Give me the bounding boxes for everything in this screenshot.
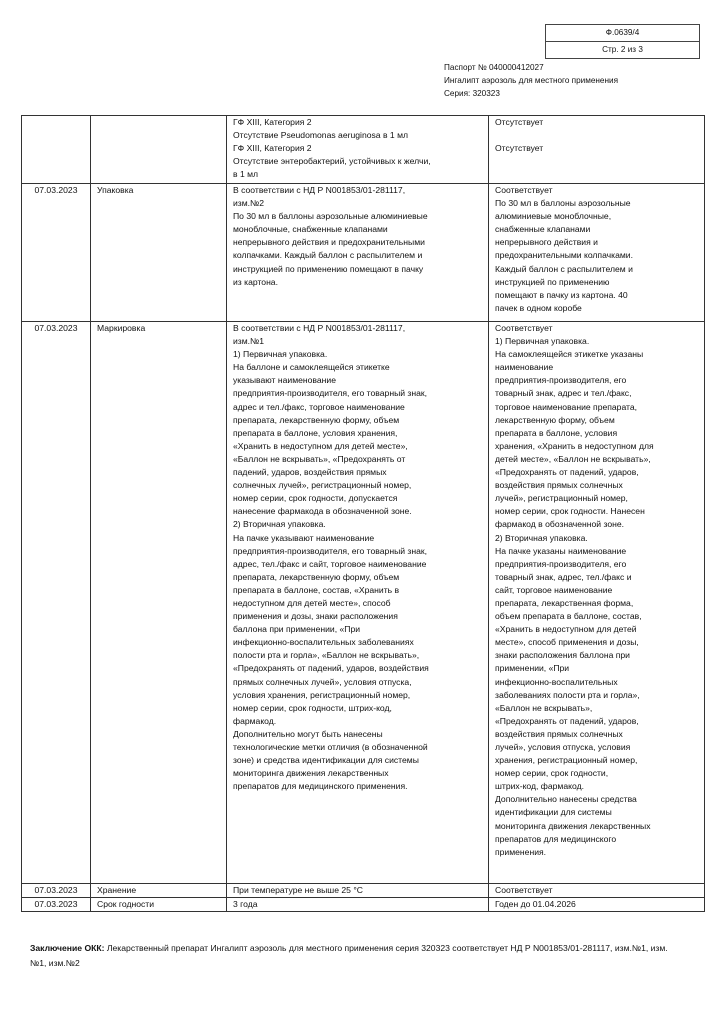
table-row: [22, 898, 705, 912]
row-date: [22, 116, 91, 184]
row-result: Соответствует По 30 мл в баллоны аэрозольные алюминиевые моноблочные, снабженные клапанами непрерывного действия и предохранительными колпачками. Каждый баллон с распылителем и инструкцией по применению помещают в пачку из картона. 40 пачек в одном коробе: [489, 184, 705, 322]
row-test-name: Хранение: [91, 884, 227, 898]
conclusion-text: Лекарственный препарат Ингалипт аэрозоль для местного применения серия 320323 соответствует НД Р N001853/01-281117, изм.№1, изм.№1, изм.№2: [30, 943, 668, 968]
table-row: [22, 184, 705, 322]
row-date: 07.03.2023: [22, 898, 91, 912]
row-requirement: 3 года: [227, 898, 489, 912]
row-test-name: [91, 116, 227, 184]
product-name: Ингалипт аэрозоль для местного применения: [444, 76, 619, 85]
page-number: Стр. 2 из 3: [546, 41, 699, 58]
row-date: 07.03.2023: [22, 322, 91, 884]
row-result: Соответствует 1) Первичная упаковка. На самоклеящейся этикетке указаны наименование предприятия-производителя, его товарный знак, адрес и тел./факс, торговое наименование препарата, лекарственную форму, объем препарата в баллоне, условия хранения, «Хранить в недоступном для детей месте», «Баллон не вскрывать», «Предохранять от падений, ударов, воздействия прямых солнечных лучей», регистрационный номер, номер серии, срок годности. Нанесен фармакод в обозначенной зоне. 2) Вторичная упаковка. На пачке указаны наименование предприятия-производителя, его товарный знак, адрес, тел./факс и сайт, торговое наименование препарата, лекарственная форма, объем препарата в баллоне, состав, «Хранить в недоступном для детей месте», способ применения и дозы, знаки расположения баллона при применении, «При инфекционно-воспалительных заболеваниях полости рта и горла», «Баллон не вскрывать», «Предохранять от падений, ударов, воздействия прямых солнечных лучей», условия отпуска, условия хранения, регистрационный номер, номер серии, срок годности, штрих-код, фармакод. Дополнительно нанесены средства идентификации для системы мониторинга движения лекарственных препаратов для медицинского применения.: [489, 322, 705, 884]
table-row: [22, 884, 705, 898]
passport-number: Паспорт № 040000412027: [444, 63, 544, 72]
row-result: Соответствует: [489, 884, 705, 898]
table-row: [22, 322, 705, 884]
row-date: 07.03.2023: [22, 184, 91, 322]
table-row: [22, 116, 705, 184]
conclusion: [30, 941, 670, 971]
row-date: 07.03.2023: [22, 884, 91, 898]
row-requirement: В соответствии с НД Р N001853/01-281117, изм.№2 По 30 мл в баллоны аэрозольные алюминиевые моноблочные, снабженные клапанами непрерывного действия и предохранительными колпачками. Каждый баллон с распылителем и инструкцией по применению помещают в пачку из картона.: [227, 184, 489, 322]
row-result: Отсутствует Отсутствует: [489, 116, 705, 184]
row-test-name: Маркировка: [91, 322, 227, 884]
conclusion-label: Заключение ОКК:: [30, 943, 105, 953]
series-number: Серия: 320323: [444, 89, 500, 98]
form-code-box: [545, 24, 700, 59]
row-test-name: Упаковка: [91, 184, 227, 322]
row-test-name: Срок годности: [91, 898, 227, 912]
row-requirement: ГФ XIII, Категория 2 Отсутствие Pseudomonas aeruginosa в 1 мл ГФ XIII, Категория 2 Отсутствие энтеробактерий, устойчивых к желчи, в 1 мл: [227, 116, 489, 184]
passport-header: [444, 61, 618, 100]
row-requirement: При температуре не выше 25 °С: [227, 884, 489, 898]
test-results-table: [21, 115, 705, 912]
row-requirement: В соответствии с НД Р N001853/01-281117, изм.№1 1) Первичная упаковка. На баллоне и самоклеящейся этикетке указывают наименование предприятия-производителя, его товарный знак, адрес и тел./факс, торговое наименование препарата, лекарственную форму, объем препарата в баллоне, условия хранения, «Хранить в недоступном для детей месте», «Баллон не вскрывать», «Предохранять от падений, ударов, воздействия прямых солнечных лучей», регистрационный номер, номер серии, срок годности, допускается нанесение фармакода в обозначенной зоне. 2) Вторичная упаковка. На пачке указывают наименование предприятия-производителя, его товарный знак, адрес, тел./факс и сайт, торговое наименование препарата, лекарственную форму, объем препарата в баллоне, состав, «Хранить в недоступном для детей месте», способ применения и дозы, знаки расположения баллона при применении, «При инфекционно-воспалительных заболеваниях полости рта и горла», «Баллон не вскрывать», «Предохранять от падений, ударов, воздействия прямых солнечных лучей», условия отпуска, условия хранения, регистрационный номер, номер серии, срок годности, штрих-код, фармакод. Дополнительно могут быть нанесены технологические метки отличия (в обозначенной зоне) и средства идентификации для системы мониторинга движения лекарственных препаратов для медицинского применения.: [227, 322, 489, 884]
row-result: Годен до 01.04.2026: [489, 898, 705, 912]
form-code: Ф.0639/4: [605, 28, 640, 37]
